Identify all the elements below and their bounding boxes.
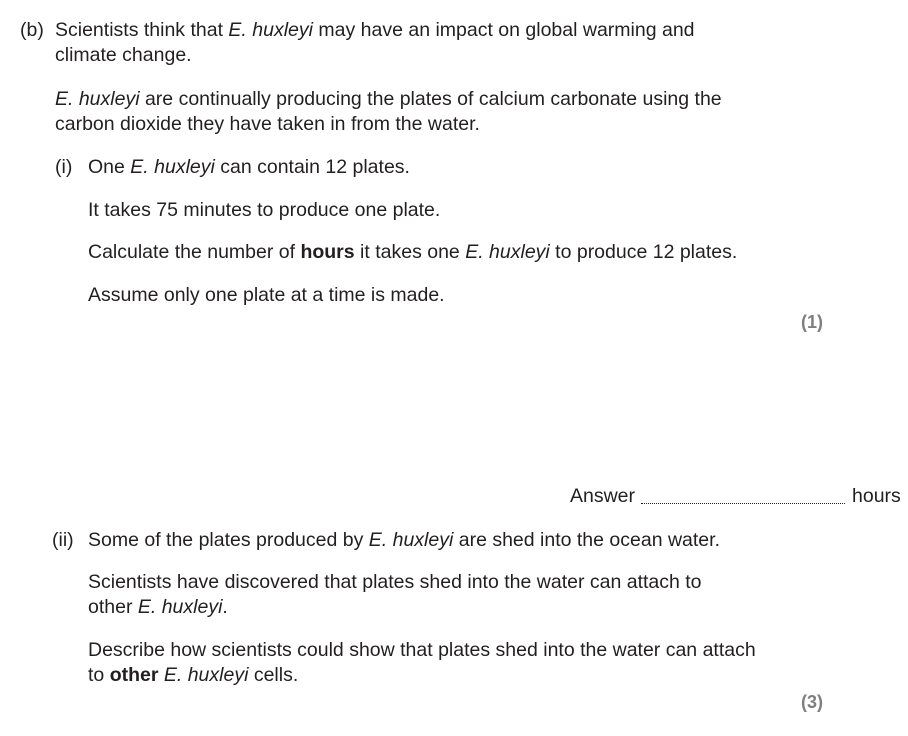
part-b-para2-line2: carbon dioxide they have taken in from the water. (55, 113, 480, 135)
part-ii-para3-line1: Describe how scientists could show that plates shed into the water can attach (88, 639, 756, 661)
part-b-intro-line2: climate change. (55, 44, 192, 66)
part-i-marks: (1) (801, 312, 823, 332)
part-i-line4: Assume only one plate at a time is made. (88, 284, 445, 306)
part-b-para2-line1: E. huxleyi are continually producing the plates of calcium carbonate using the (55, 88, 722, 110)
part-ii-line1: Some of the plates produced by E. huxleyi are shed into the ocean water. (88, 529, 720, 551)
part-i-line3: Calculate the number of hours it takes one E. huxleyi to produce 12 plates. (88, 241, 738, 263)
part-i-label: (i) (55, 156, 73, 178)
part-b-label: (b) (20, 19, 44, 41)
part-ii-marks: (3) (801, 692, 823, 712)
answer-label: Answer (570, 485, 636, 507)
answer-line[interactable] (641, 502, 845, 504)
part-ii-para2-line1: Scientists have discovered that plates shed into the water can attach to (88, 571, 702, 593)
answer-unit: hours (852, 485, 901, 507)
part-ii-label: (ii) (52, 529, 74, 551)
part-b-intro-line1: Scientists think that E. huxleyi may have an impact on global warming and (55, 19, 695, 41)
part-ii-para2-line2: other E. huxleyi. (88, 596, 228, 618)
part-i-line1: One E. huxleyi can contain 12 plates. (88, 156, 410, 178)
part-i-line2: It takes 75 minutes to produce one plate. (88, 199, 441, 221)
part-ii-para3-line2: to other E. huxleyi cells. (88, 664, 299, 686)
